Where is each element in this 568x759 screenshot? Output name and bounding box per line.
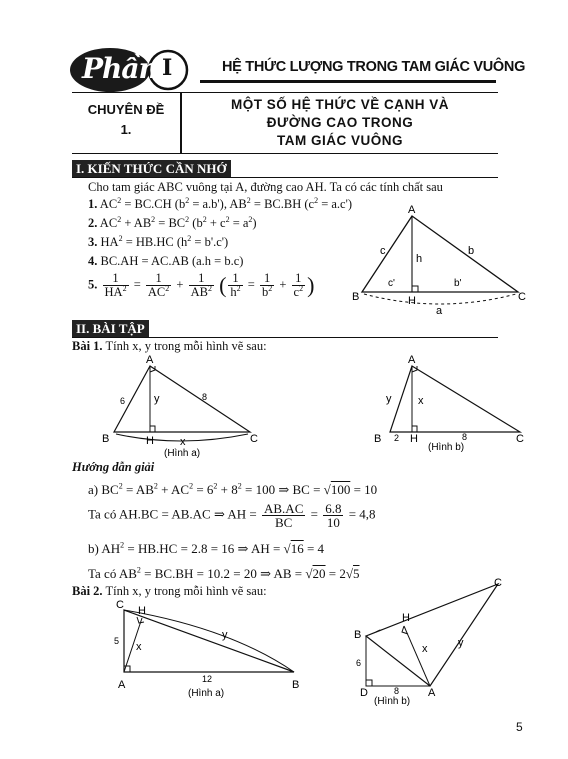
b2a-caption: (Hình a): [188, 688, 225, 699]
b1a-caption: (Hình a): [164, 448, 201, 459]
b2a-label-H: H: [138, 605, 146, 617]
b1a-label-H: H: [146, 435, 154, 447]
b1b-label-A: A: [408, 354, 416, 366]
b1b-label-C: C: [516, 433, 524, 445]
sol-a-prefix: a): [88, 482, 99, 497]
sol-b-prefix: b): [88, 541, 99, 556]
formula-3: 3. $HA^2 = HB.HC$ $(h^2 = b'.c')$: [88, 233, 229, 249]
section2-heading: II. BÀI TẬP: [72, 320, 149, 338]
formula-2: 2. $AC^2 + AB^2 = BC^2$ $(b^2 + c^2 = a^2)$: [88, 214, 257, 230]
formula-4-text: BC.AH = AC.AB (a.h = b.c): [100, 254, 244, 268]
b1b-label-2: 2: [394, 433, 400, 443]
bai2-figure-b: [350, 576, 510, 706]
b1b-label-x: x: [418, 395, 424, 407]
b2b-label-H: H: [402, 612, 410, 624]
b2b-label-C: C: [494, 577, 502, 589]
topic-label-line2: 1.: [120, 122, 132, 137]
main-label-C: C: [518, 291, 526, 303]
b2b-label-x: x: [422, 643, 428, 655]
b1a-label-x: x: [180, 436, 186, 448]
bai2-figure-a: [110, 598, 310, 704]
b2b-caption: (Hình b): [374, 696, 411, 706]
b2b-label-B: B: [354, 629, 362, 641]
solution-a-line2: Ta có AH.BC = AB.AC ⇒ AH = $\frac{AB.AC}{BC}$ = $\frac{6.8}{10}$ = 4,8: [88, 501, 376, 530]
main-triangle-figure: [350, 202, 530, 320]
b2b-label-A: A: [428, 687, 436, 699]
bai1-label: Bài 1.: [72, 339, 103, 353]
topic-title-line3: TAM GIÁC VUÔNG: [277, 133, 403, 148]
sol-a-taco: Ta có: [88, 506, 117, 522]
bai1-figure-a: [100, 352, 270, 462]
section1-heading: I. KIẾN THỨC CẦN NHỚ: [72, 160, 231, 178]
main-label-b: b: [468, 245, 475, 257]
bai1-text: Tính x, y trong mỗi hình vẽ sau:: [105, 339, 267, 353]
b2a-label-12: 12: [202, 674, 213, 684]
part-logo-numeral: I: [162, 55, 173, 81]
section2-heading-rule: [72, 337, 498, 338]
section1-intro: Cho tam giác ABC vuông tại A, đường cao AH. Ta có các tính chất sau: [88, 180, 443, 194]
b1a-label-C: C: [250, 433, 258, 445]
main-label-a: a: [436, 305, 443, 317]
b1a-label-B: B: [102, 433, 110, 445]
formula-2-num: 2.: [88, 216, 98, 230]
main-label-h: h: [416, 253, 423, 265]
b2b-label-6: 6: [356, 658, 362, 668]
b2b-label-D: D: [360, 687, 368, 699]
b1b-label-B: B: [374, 433, 382, 445]
main-label-H: H: [408, 295, 416, 307]
solution-b-line2: Ta có $AB^2 = BC.BH = 10.2 = 20$ ⇒ AB = √20 = 2√5: [88, 565, 360, 581]
page-number: 5: [516, 720, 523, 734]
main-label-bp: b': [454, 278, 462, 289]
guide-heading: Hướng dẫn giải: [72, 460, 155, 474]
formula-4-num: 4.: [88, 254, 98, 268]
topic-label: [72, 100, 180, 140]
b1a-label-6: 6: [120, 396, 126, 406]
b2a-label-A: A: [118, 679, 126, 691]
bai2-text: Tính x, y trong mỗi hình vẽ sau:: [105, 584, 267, 598]
bai1-figure-b: [370, 352, 530, 456]
b2a-label-5: 5: [114, 636, 120, 646]
b1b-label-H: H: [410, 433, 418, 445]
b2b-label-8: 8: [394, 686, 400, 696]
formula-4: [88, 254, 243, 269]
b2a-label-x: x: [136, 641, 142, 653]
b2a-label-y: y: [222, 629, 228, 641]
topic-title: [182, 96, 498, 150]
sol-b-taco: Ta có: [88, 566, 117, 581]
header-rule: [200, 80, 496, 83]
topic-title-line1: MỘT SỐ HỆ THỨC VỀ CẠNH VÀ: [231, 97, 449, 112]
formula-5-num: 5.: [88, 277, 98, 292]
topic-label-line1: CHUYÊN ĐỀ: [87, 102, 165, 117]
b1a-label-A: A: [146, 354, 154, 366]
main-label-A: A: [408, 204, 416, 216]
bai2-label: Bài 2.: [72, 584, 103, 598]
b1b-caption: (Hình b): [428, 442, 465, 453]
solution-a-line1: a) $BC^2 = AB^2 + AC^2 = 6^2 + 8^2 = 100$ ⇒ BC = √100 = 10: [88, 481, 378, 497]
b1a-label-8: 8: [202, 392, 208, 402]
b2b-label-y: y: [458, 637, 464, 649]
header-title: HỆ THỨC LƯỢNG TRONG TAM GIÁC VUÔNG: [222, 59, 526, 75]
main-label-B: B: [352, 291, 360, 303]
b2a-label-C: C: [116, 599, 124, 611]
formula-1: 1. $AC^2 = BC.CH$ $(b^2 = a.b')$, $AB^2 = BC.BH$ $(c^2 = a.c')$: [88, 195, 353, 211]
formula-5: 5. $\frac{1}{HA^2}$ = $\frac{1}{AC^2}$ + $\frac{1}{AB^2}$ ( $\frac{1}{h^2}$ = $\frac{1}{b^2}$ + $\frac{1}{c^2}$ ): [88, 271, 315, 299]
section1-heading-rule: [72, 177, 498, 178]
b1a-label-y: y: [154, 393, 160, 405]
formula-1-num: 1.: [88, 197, 98, 211]
b1b-label-y: y: [386, 393, 392, 405]
part-logo-word: Phần: [82, 52, 158, 85]
solution-b-line1: b) $AH^2 = HB.HC = 2.8 = 16$ ⇒ AH = √16 = 4: [88, 540, 325, 556]
b2a-label-B: B: [292, 679, 300, 691]
formula-3-num: 3.: [88, 235, 98, 249]
b1b-label-8: 8: [462, 432, 468, 442]
main-label-c: c: [380, 245, 386, 257]
bai2-line: [72, 584, 267, 599]
main-label-cp: c': [388, 278, 395, 289]
topic-title-line2: ĐƯỜNG CAO TRONG: [266, 115, 414, 130]
